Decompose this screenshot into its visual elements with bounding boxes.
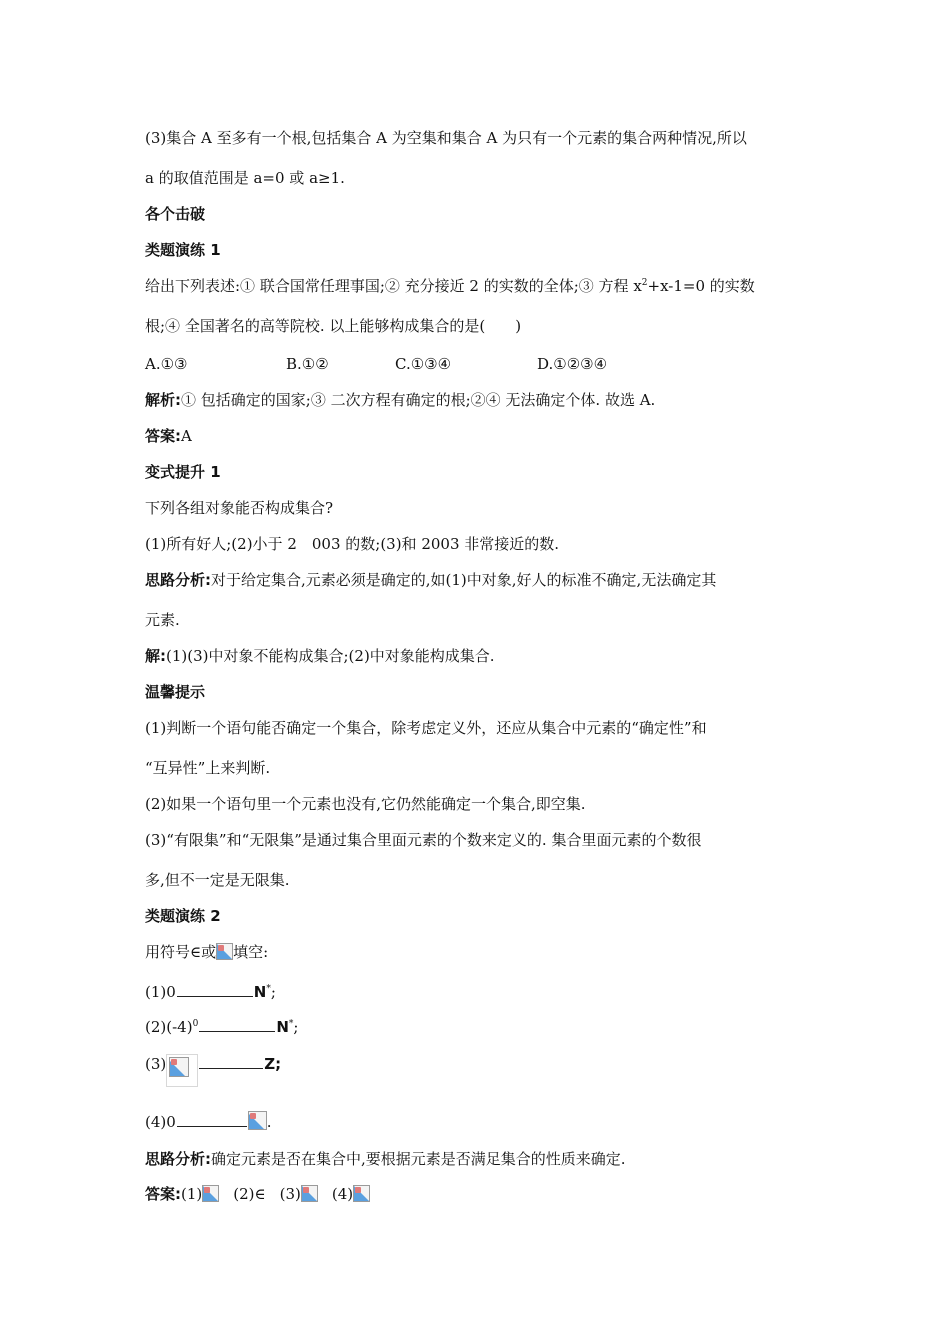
option-a: A.①③ bbox=[145, 355, 188, 373]
expression-image-icon bbox=[169, 1057, 189, 1077]
question-line: (1)所有好人;(2)小于 2 003 的数;(3)和 2003 非常接近的数. bbox=[145, 535, 560, 553]
analysis-line bbox=[145, 571, 716, 589]
punctuation: . bbox=[266, 1113, 272, 1131]
empty-set-image-icon bbox=[248, 1111, 267, 1130]
not-in-symbol-image-icon bbox=[301, 1185, 318, 1202]
option-c: C.①③④ bbox=[395, 355, 452, 373]
analysis-label: 解析: bbox=[145, 391, 181, 409]
superscript: * bbox=[288, 1019, 294, 1029]
question-text: +x-1=0 的实数 bbox=[647, 277, 755, 295]
answer-blank[interactable] bbox=[199, 1054, 263, 1069]
superscript: 0 bbox=[192, 1019, 199, 1029]
not-in-symbol-image-icon bbox=[216, 943, 233, 960]
fill-item-1 bbox=[145, 982, 276, 1001]
fill-prefix: (1)0 bbox=[145, 983, 176, 1001]
analysis-label: 思路分析: bbox=[145, 571, 211, 589]
section-heading: 各个击破 bbox=[145, 205, 206, 223]
analysis-text: 确定元素是否在集合中,要根据元素是否满足集合的性质来确定. bbox=[211, 1150, 626, 1168]
image-frame bbox=[166, 1054, 198, 1087]
exercise-heading: 类题演练 1 bbox=[145, 241, 221, 259]
fill-prefix: (2)(-4) bbox=[145, 1018, 193, 1036]
fill-prefix: (3) bbox=[145, 1055, 167, 1073]
answer-text: A bbox=[181, 427, 192, 445]
option-b: B.①② bbox=[286, 355, 329, 373]
answer-line bbox=[145, 1185, 370, 1203]
answer-label: 答案: bbox=[145, 1185, 181, 1203]
exercise-heading: 类题演练 2 bbox=[145, 907, 221, 925]
tip-line: (2)如果一个语句里一个元素也没有,它仍然能确定一个集合,即空集. bbox=[145, 795, 586, 813]
analysis-label: 思路分析: bbox=[145, 1150, 211, 1168]
tip-line: (3)“有限集”和“无限集”是通过集合里面元素的个数来定义的. 集合里面元素的个数很 bbox=[145, 831, 702, 849]
question-line: 下列各组对象能否构成集合? bbox=[145, 499, 334, 517]
question-text: 给出下列表述:① 联合国常任理事国;② 充分接近 2 的实数的全体;③ 方程 x bbox=[145, 277, 642, 295]
fill-item-4 bbox=[145, 1111, 272, 1131]
punctuation: ; bbox=[293, 1018, 299, 1036]
set-symbol: N bbox=[253, 983, 267, 1001]
set-symbol: N bbox=[276, 1018, 289, 1036]
fill-prefix: (4)0 bbox=[145, 1113, 176, 1131]
paragraph-line: a 的取值范围是 a=0 或 a≥1. bbox=[145, 169, 345, 187]
paragraph-line: (3)集合 A 至多有一个根,包括集合 A 为空集和集合 A 为只有一个元素的集合两种情况,所以 bbox=[145, 129, 747, 147]
question-line: 根;④ 全国著名的高等院校. 以上能够构成集合的是( ) bbox=[145, 317, 522, 335]
tip-line: (1)判断一个语句能否确定一个集合，除考虑定义外，还应从集合中元素的“确定性”和 bbox=[145, 719, 707, 737]
answer-item: (3) bbox=[279, 1185, 301, 1203]
fill-intro-text: 填空: bbox=[233, 943, 269, 961]
analysis-line bbox=[145, 391, 655, 409]
answer-item: (4) bbox=[331, 1185, 354, 1203]
answer-blank[interactable] bbox=[199, 1017, 275, 1032]
answer-blank[interactable] bbox=[177, 1112, 247, 1127]
answer-item: (2)∈ bbox=[233, 1185, 266, 1203]
question-line bbox=[145, 277, 755, 295]
solution-text: (1)(3)中对象不能构成集合;(2)中对象能构成集合. bbox=[166, 647, 495, 665]
fill-intro-text: 用符号∈或 bbox=[145, 943, 217, 961]
solution-line bbox=[145, 647, 495, 665]
superscript: * bbox=[266, 984, 271, 994]
answer-line bbox=[145, 427, 192, 445]
analysis-line: 元素. bbox=[145, 611, 180, 629]
superscript: 2 bbox=[641, 278, 648, 288]
fill-item-2 bbox=[145, 1017, 298, 1036]
answer-blank[interactable] bbox=[177, 982, 253, 997]
fill-item-3 bbox=[145, 1054, 281, 1087]
tip-line: “互异性”上来判断. bbox=[145, 759, 271, 777]
answer-label: 答案: bbox=[145, 427, 181, 445]
option-d: D.①②③④ bbox=[537, 355, 608, 373]
solution-label: 解: bbox=[145, 647, 166, 665]
tip-heading: 温馨提示 bbox=[145, 683, 206, 701]
analysis-text: ① 包括确定的国家;③ 二次方程有确定的根;②④ 无法确定个体. 故选 A. bbox=[181, 391, 656, 409]
exercise-heading: 变式提升 1 bbox=[145, 463, 221, 481]
set-symbol: Z; bbox=[264, 1055, 282, 1073]
tip-line: 多,但不一定是无限集. bbox=[145, 871, 290, 889]
punctuation: ; bbox=[270, 983, 276, 1001]
analysis-line bbox=[145, 1150, 626, 1168]
answer-item: (1) bbox=[181, 1185, 203, 1203]
not-in-symbol-image-icon bbox=[202, 1185, 219, 1202]
subset-symbol-image-icon bbox=[353, 1185, 370, 1202]
analysis-text: 对于给定集合,元素必须是确定的,如(1)中对象,好人的标准不确定,无法确定其 bbox=[211, 571, 717, 589]
fill-instruction bbox=[145, 943, 268, 961]
